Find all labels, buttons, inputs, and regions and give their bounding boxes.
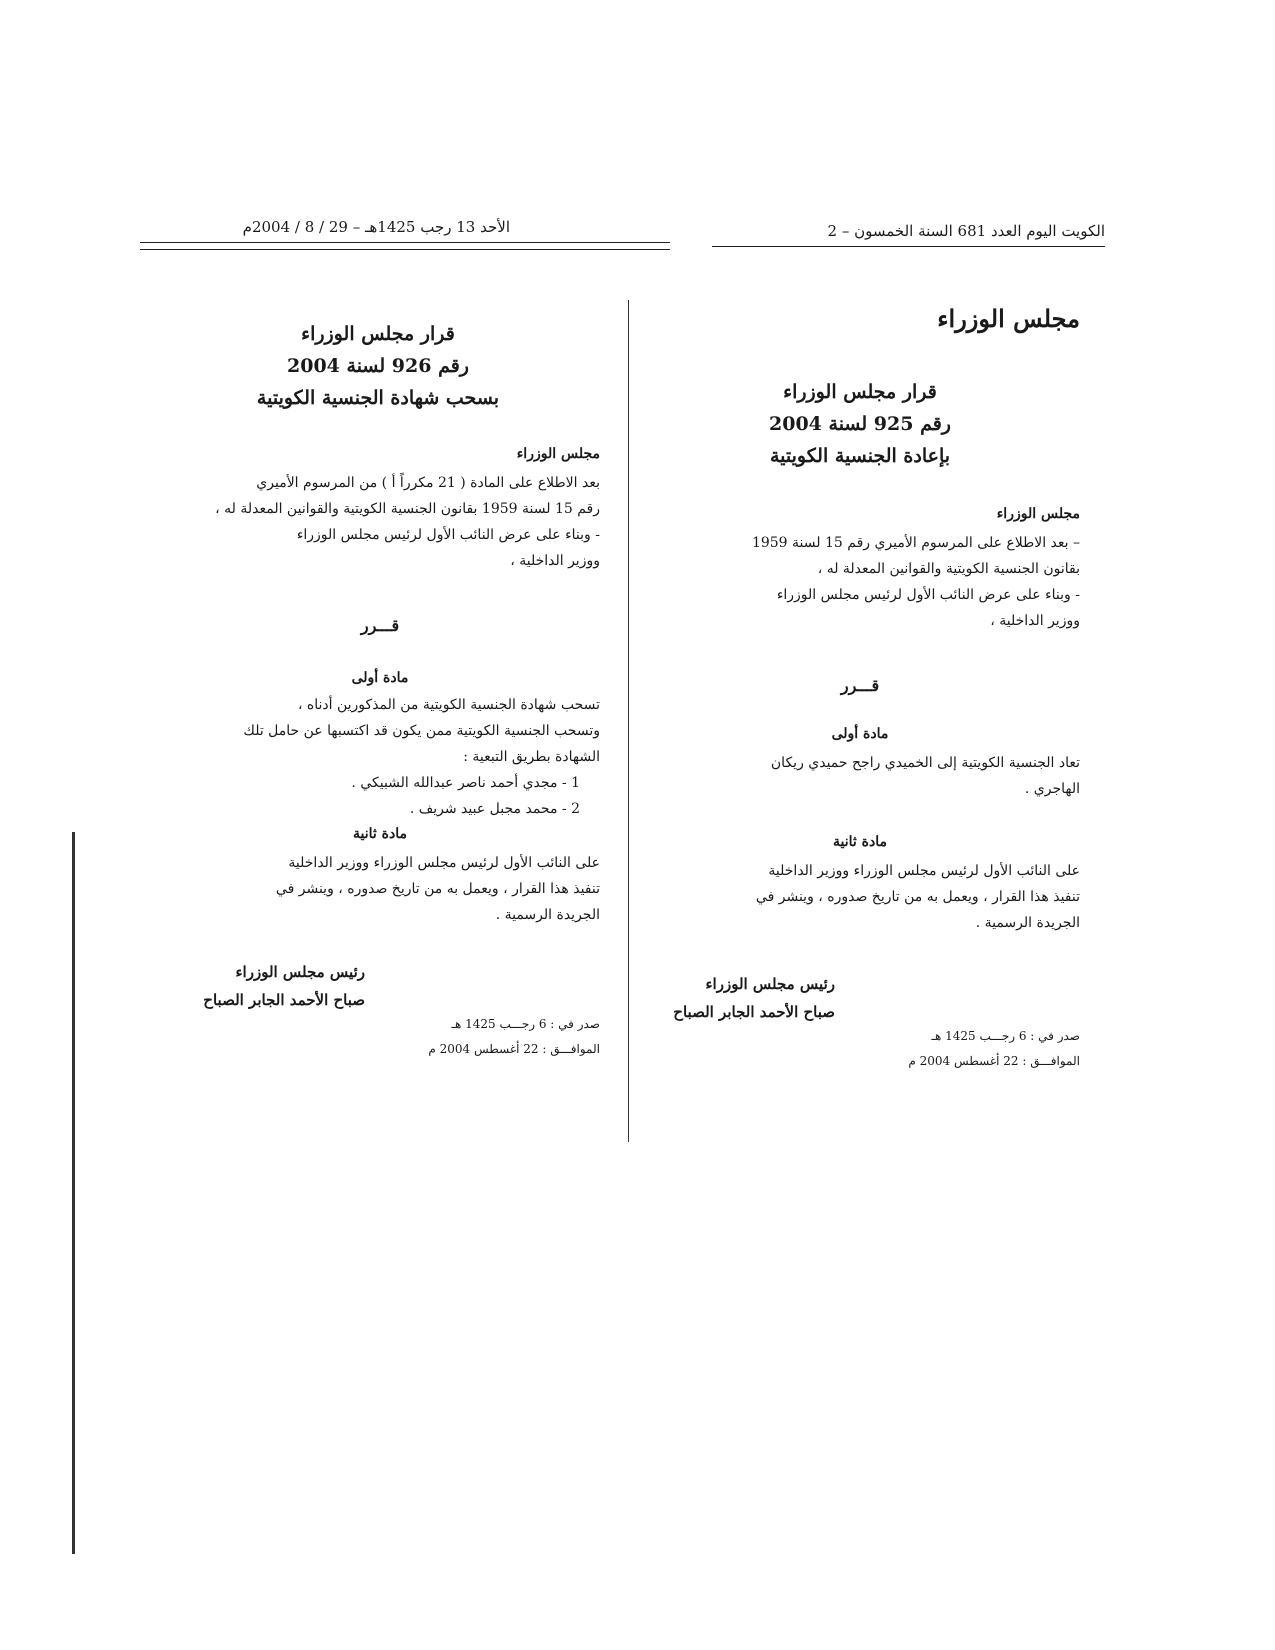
decision-925-number: رقم 925 لسنة 2004 [769,413,951,435]
decision-925-decided: قـــرر [840,676,880,695]
signature-title: رئيس مجلس الوزراء [235,963,365,981]
article-line: على النائب الأول لرئيس مجلس الوزراء ووزير الداخلية [768,863,1080,879]
decision-926-preamble [168,470,600,574]
issued-hijri: صدر في : 6 رجـــب 1425 هـ [451,1017,600,1031]
decision-926-issued [400,1012,600,1062]
article-line: تسحب شهادة الجنسية الكويتية من المذكورين أدناه ، [297,697,600,713]
header-rule-left-bottom [140,249,670,250]
decision-926-decided: قـــرر [360,616,400,635]
header-issue-info: الكويت اليوم العدد 681 السنة الخمسون – 2 [827,222,1105,240]
header-rule-left-top [140,242,670,243]
article-line: تنفيذ هذا القرار ، ويعمل به من تاريخ صدوره ، وينشر في [755,889,1080,905]
person-item: 1 - مجدي أحمد ناصر عبدالله الشبيكي . [351,775,580,791]
article-line: الجريدة الرسمية . [975,915,1080,931]
signature-name: صباح الأحمد الجابر الصباح [203,991,365,1009]
decision-925-title [740,376,980,472]
person-item: 2 - محمد مجبل عبيد شريف . [409,801,580,817]
decision-925-article2 [655,858,1080,936]
decision-926-article1-title: مادة أولى [351,670,409,686]
article-line: الجريدة الرسمية . [495,907,600,923]
preamble-line: ووزير الداخلية ، [990,613,1080,629]
decision-926-article1 [168,692,600,770]
preamble-line: بقانون الجنسية الكويتية والقوانين المعدلة له ، [817,561,1080,577]
article-line: وتسحب الجنسية الكويتية ممن يكون قد اكتسبها عن حامل تلك [243,723,600,739]
decision-925-preamble [655,530,1080,634]
decision-925-article1-title: مادة أولى [831,726,889,742]
decision-926-article2-title: مادة ثانية [353,826,407,842]
decision-926-signature [170,958,365,1014]
preamble-line: ووزير الداخلية ، [510,553,600,569]
decision-925-signature [640,970,835,1026]
preamble-line: - وبناء على عرض النائب الأول لرئيس مجلس الوزراء [776,587,1080,603]
header-date: الأحد 13 رجب 1425هـ – 29 / 8 / 2004م [242,218,510,236]
header-rule-right [712,246,1105,247]
article-line: تنفيذ هذا القرار ، ويعمل به من تاريخ صدوره ، وينشر في [275,881,600,897]
decision-925-issuer: مجلس الوزراء [996,506,1080,522]
signature-title: رئيس مجلس الوزراء [705,975,835,993]
decision-925-issued [880,1024,1080,1074]
issued-gregorian: الموافـــق : 22 أغسطس 2004 م [908,1054,1080,1068]
decision-926-issuer: مجلس الوزراء [516,446,600,462]
article-line: على النائب الأول لرئيس مجلس الوزراء ووزير الداخلية [288,855,600,871]
decision-926-article2 [168,850,600,928]
decision-926-persons [168,770,580,822]
decision-925-title-line: قرار مجلس الوزراء [783,381,937,403]
preamble-line: - وبناء على عرض النائب الأول لرئيس مجلس الوزراء [296,527,600,543]
decision-925-subject: بإعادة الجنسية الكويتية [769,445,951,467]
section-heading: مجلس الوزراء [937,304,1080,333]
article-line: الشهادة بطريق التبعية : [463,749,600,765]
decision-926-title [238,318,518,414]
decision-926-subject: بسحب شهادة الجنسية الكويتية [256,387,500,409]
issued-gregorian: الموافـــق : 22 أغسطس 2004 م [428,1042,600,1056]
preamble-line: رقم 15 لسنة 1959 بقانون الجنسية الكويتية والقوانين المعدلة له ، [215,501,600,517]
preamble-line: بعد الاطلاع على المادة ( 21 مكرراً أ ) من المرسوم الأميري [256,475,600,491]
signature-name: صباح الأحمد الجابر الصباح [673,1003,835,1021]
decision-925-article1 [655,750,1080,802]
preamble-line: – بعد الاطلاع على المرسوم الأميري رقم 15 لسنة 1959 [751,535,1080,551]
margin-line [72,832,75,1554]
column-divider [628,300,629,1142]
article-line: تعاد الجنسية الكويتية إلى الخميدي راجح حميدي ريكان [770,755,1080,771]
decision-925-article2-title: مادة ثانية [833,834,887,850]
article-line: الهاجري . [1024,781,1080,797]
decision-926-title-line: قرار مجلس الوزراء [301,323,455,345]
issued-hijri: صدر في : 6 رجـــب 1425 هـ [931,1029,1080,1043]
decision-926-number: رقم 926 لسنة 2004 [287,355,469,377]
